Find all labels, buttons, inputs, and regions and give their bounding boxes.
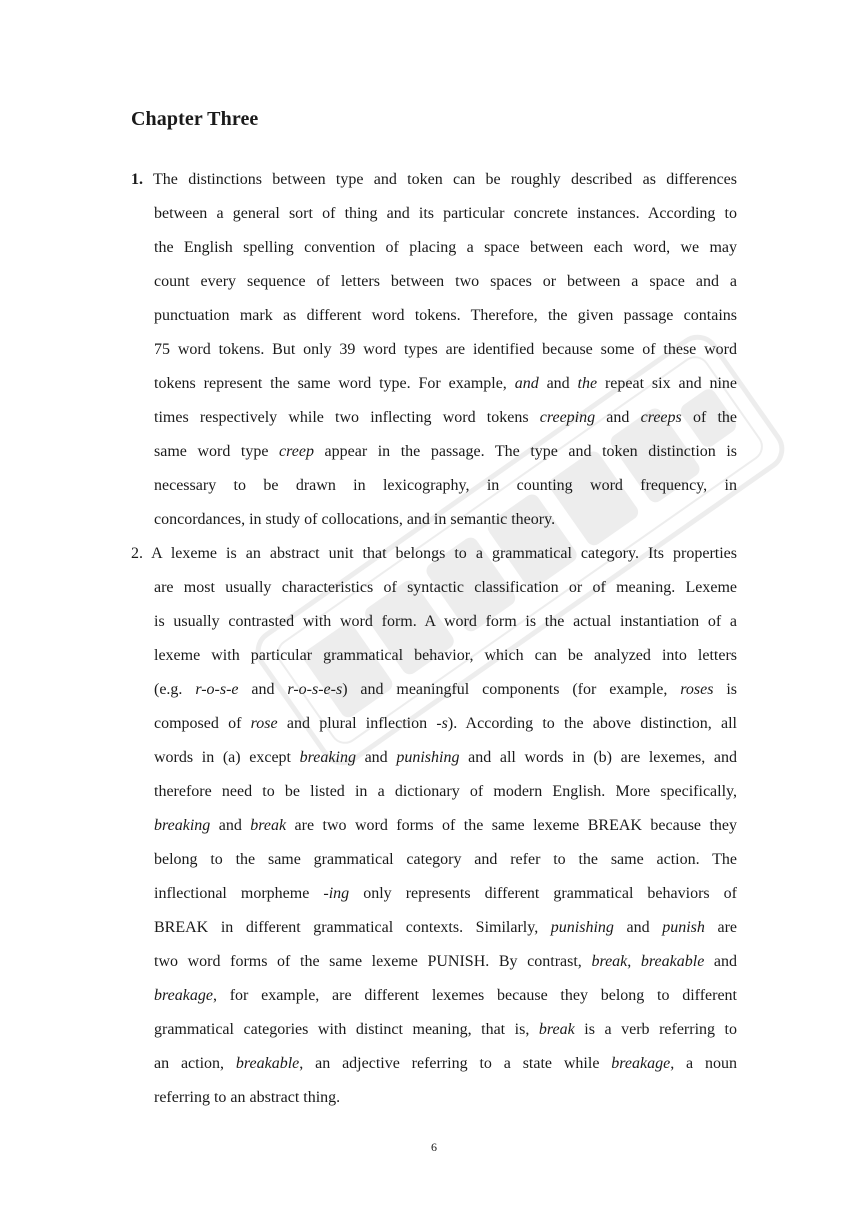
italic-term: punishing: [396, 749, 460, 766]
text-run: the English spelling convention of placing a space between each word, we may: [154, 239, 737, 256]
text-run: BREAK in different grammatical contexts. Similarly,: [154, 919, 551, 936]
text-run: repeat six and nine: [597, 375, 737, 392]
text-run: therefore need to be listed in a dictionary of modern English. More specifically,: [154, 783, 737, 800]
text-run: between a general sort of thing and its particular concrete instances. According to: [154, 205, 737, 222]
text-run: , a noun: [670, 1055, 737, 1072]
text-run: (e.g.: [154, 681, 196, 698]
italic-term: creep: [279, 443, 314, 460]
text-run: appear in the passage. The type and token distinction is: [313, 443, 738, 460]
text-line: [154, 911, 737, 945]
text-run: lexeme with particular grammatical behavior, which can be analyzed into letters: [154, 647, 737, 664]
text-line: [154, 945, 737, 979]
text-run: is usually contrasted with word form. A word form is the actual instantiation of a: [154, 613, 737, 630]
text-run: is: [713, 681, 738, 698]
text-run: The distinctions between type and token can be roughly described as differences: [153, 171, 737, 188]
text-run: ) and meaningful components (for example,: [342, 681, 681, 698]
text-line: [154, 979, 737, 1013]
text-line: [154, 809, 737, 843]
text-run: same word type: [154, 443, 280, 460]
text-run: and all words in (b) are lexemes, and: [459, 749, 738, 766]
item-number: 1.: [131, 171, 143, 188]
text-run: referring to an abstract thing.: [154, 1089, 341, 1106]
page-number: 6: [431, 1140, 437, 1154]
text-line: [154, 469, 737, 503]
text-line: [154, 673, 737, 707]
italic-term: r-o-s-e-s: [287, 681, 343, 698]
text-run: concordances, in study of collocations, and in semantic theory.: [154, 511, 556, 528]
text-line: [154, 197, 737, 231]
italic-term: breakable: [640, 953, 705, 970]
text-run: punctuation mark as different word tokens. Therefore, the given passage contains: [154, 307, 737, 324]
italic-term: roses: [680, 681, 714, 698]
italic-term: breakage: [154, 987, 213, 1004]
italic-term: breakable: [235, 1055, 300, 1072]
italic-term: break: [250, 817, 287, 834]
text-line: [154, 265, 737, 299]
text-run: is a verb referring to: [574, 1021, 738, 1038]
text-line: [154, 877, 737, 911]
text-run: A lexeme is an abstract unit that belongs to a grammatical category. Its properties: [151, 545, 737, 562]
text-line: [154, 1081, 737, 1115]
text-line: [154, 639, 737, 673]
italic-term: breaking: [299, 749, 356, 766]
text-line: [154, 571, 737, 605]
italic-term: creeps: [640, 409, 682, 426]
italic-term: creeping: [539, 409, 596, 426]
text-run: two word forms of the same lexeme PUNISH. By contrast,: [154, 953, 592, 970]
text-run: and: [595, 409, 641, 426]
text-run: and: [355, 749, 397, 766]
text-run: tokens represent the same word type. For example,: [154, 375, 515, 392]
text-run: words in (a) except: [154, 749, 300, 766]
text-run: count every sequence of letters between two spaces or between a space and a: [154, 273, 737, 290]
text-run: and: [538, 375, 578, 392]
text-line: [154, 367, 737, 401]
italic-term: break: [591, 953, 628, 970]
text-line: [154, 843, 737, 877]
text-line: [131, 163, 737, 197]
text-run: are: [704, 919, 737, 936]
text-line: [154, 741, 737, 775]
text-run: inflectional morpheme: [154, 885, 324, 902]
text-run: necessary to be drawn in lexicography, in counting word frequency, in: [154, 477, 737, 494]
text-run: are most usually characteristics of syntactic classification or of meaning. Lexeme: [154, 579, 737, 596]
text-line: [131, 537, 737, 571]
italic-term: -s: [436, 715, 448, 732]
text-run: times respectively while two inflecting word tokens: [154, 409, 540, 426]
chapter-heading: Chapter Three: [131, 108, 259, 130]
text-run: , an adjective referring to a state while: [299, 1055, 612, 1072]
text-line: [154, 231, 737, 265]
italic-term: rose: [250, 715, 278, 732]
text-line: [154, 1013, 737, 1047]
text-line: [154, 775, 737, 809]
answer-item-2: [131, 537, 737, 1115]
text-run: and plural inflection: [277, 715, 437, 732]
italic-term: and: [514, 375, 539, 392]
text-run: only represents different grammatical behaviors of: [349, 885, 737, 902]
text-line: [154, 605, 737, 639]
italic-term: punishing: [550, 919, 614, 936]
italic-term: breaking: [154, 817, 211, 834]
text-run: belong to the same grammatical category and refer to the same action. The: [154, 851, 737, 868]
text-line: [154, 435, 737, 469]
text-run: and: [210, 817, 251, 834]
italic-term: breakage: [611, 1055, 671, 1072]
italic-term: the: [577, 375, 598, 392]
italic-term: punish: [662, 919, 705, 936]
item-number: 2.: [131, 545, 143, 562]
text-run: and: [704, 953, 738, 970]
text-run: , for example, are different lexemes because they belong to different: [212, 987, 737, 1004]
italic-term: -ing: [323, 885, 350, 902]
text-run: 75 word tokens. But only 39 word types are identified because some of these word: [154, 341, 737, 358]
text-run: grammatical categories with distinct meaning, that is,: [154, 1021, 539, 1038]
text-line: [154, 707, 737, 741]
italic-term: r-o-s-e: [195, 681, 239, 698]
text-line: [154, 299, 737, 333]
text-run: ). According to the above distinction, all: [447, 715, 737, 732]
text-line: [154, 1047, 737, 1081]
text-line: [154, 503, 737, 537]
text-run: and: [613, 919, 663, 936]
text-run: an action,: [154, 1055, 236, 1072]
text-run: of the: [681, 409, 737, 426]
text-line: [154, 333, 737, 367]
text-run: are two word forms of the same lexeme BREAK because they: [286, 817, 738, 834]
text-run: ,: [627, 953, 641, 970]
text-run: composed of: [154, 715, 251, 732]
text-line: [154, 401, 737, 435]
text-run: and: [238, 681, 288, 698]
italic-term: break: [538, 1021, 575, 1038]
answer-item-1: [131, 163, 737, 537]
